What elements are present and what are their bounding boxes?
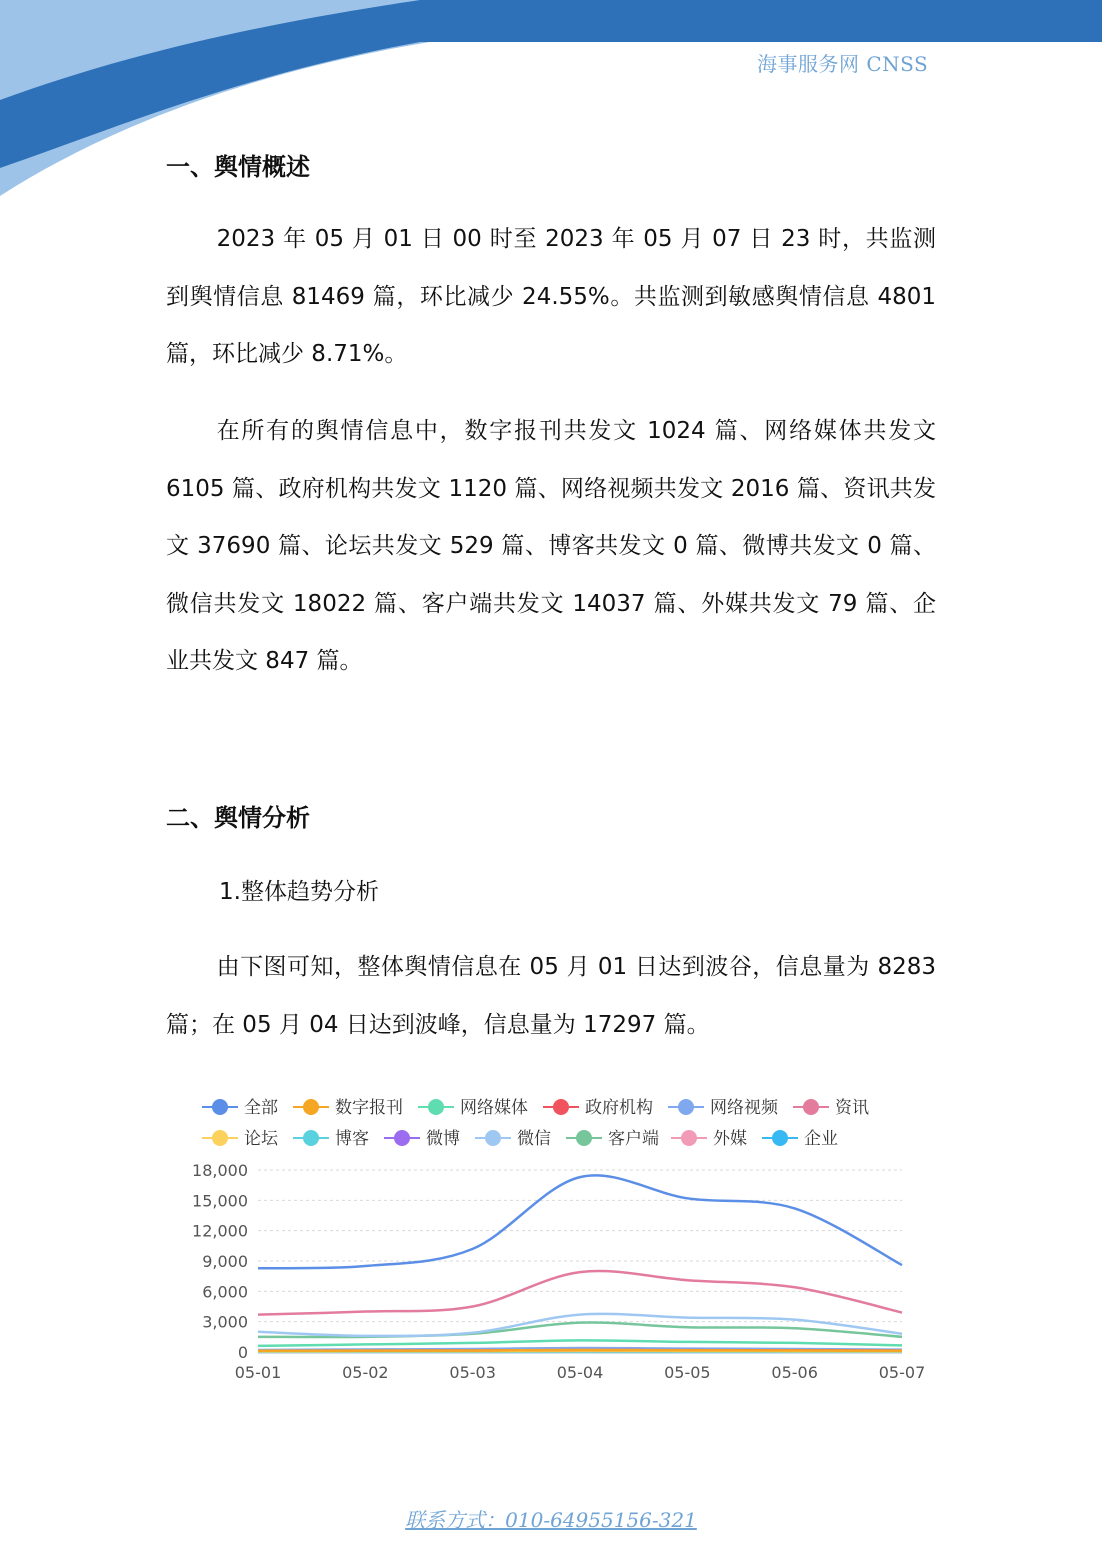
series-line-2 — [258, 1350, 902, 1351]
legend-label: 全部 — [244, 1098, 278, 1118]
series-line-10 — [258, 1314, 902, 1336]
legend-label: 企业 — [804, 1129, 838, 1149]
legend-label: 网络媒体 — [460, 1098, 528, 1118]
legend-marker — [485, 1130, 501, 1146]
legend-marker — [428, 1099, 444, 1115]
y-tick-label: 18,000 — [192, 1161, 248, 1180]
x-tick-label: 05-03 — [449, 1363, 496, 1382]
legend-label: 资讯 — [835, 1098, 869, 1118]
legend-label: 论坛 — [244, 1129, 278, 1149]
y-tick-label: 3,000 — [202, 1312, 248, 1332]
x-tick-label: 05-04 — [556, 1363, 604, 1382]
x-tick-label: 05-07 — [878, 1363, 926, 1382]
legend-marker — [803, 1099, 819, 1115]
legend-marker — [303, 1130, 319, 1146]
series-line-6 — [258, 1271, 902, 1315]
section-title-overview: 一、舆情概述 — [166, 153, 310, 181]
x-tick-label: 05-02 — [342, 1363, 389, 1382]
legend-label: 数字报刊 — [335, 1098, 403, 1118]
series-line-1 — [258, 1175, 902, 1268]
legend-marker — [576, 1130, 592, 1146]
legend-label: 博客 — [335, 1129, 369, 1149]
y-tick-label: 6,000 — [202, 1282, 248, 1302]
y-tick-label: 15,000 — [192, 1191, 248, 1211]
subsection-title-trend: 1.整体趋势分析 — [219, 879, 379, 905]
legend-marker — [303, 1099, 319, 1115]
trend-paragraph: 由下图可知，整体舆情信息在 05 月 01 日达到波谷，信息量为 8283 篇；在 05 月 04 日达到波峰，信息量为 17297 篇。 — [166, 954, 936, 1038]
legend-marker — [681, 1130, 697, 1146]
legend-label: 客户端 — [608, 1129, 659, 1149]
legend-marker — [678, 1099, 694, 1115]
overview-paragraph-1: 2023 年 05 月 01 日 00 时至 2023 年 05 月 07 日 23 时，共监测到舆情信息 81469 篇，环比减少 24.55%。共监测到敏感舆情信息 4801 篇，环比减少 8.71%。 — [166, 226, 936, 367]
site-name: 海事服务网 CNSS — [757, 52, 929, 76]
trend-line-chart — [190, 1088, 940, 1398]
y-tick-label: 0 — [237, 1343, 248, 1362]
legend-label: 网络视频 — [710, 1098, 778, 1118]
legend-marker — [212, 1099, 228, 1115]
y-tick-label: 9,000 — [202, 1252, 248, 1271]
legend-label: 政府机构 — [585, 1098, 653, 1118]
x-tick-label: 05-01 — [234, 1363, 282, 1382]
legend-marker — [553, 1099, 569, 1115]
legend-marker — [394, 1130, 410, 1146]
legend-label: 外媒 — [713, 1129, 747, 1149]
overview-paragraph-2: 在所有的舆情信息中，数字报刊共发文 1024 篇、网络媒体共发文 6105 篇、政府机构共发文 1120 篇、网络视频共发文 2016 篇、资讯共发文 37690 篇、论坛共发文 529 篇、博客共发文 0 篇、微博共发文 0 篇、微信共发文 18022 篇、客户端共发文 14037 篇、外媒共发文 79 篇、企业共发文 847 篇。 — [166, 418, 936, 674]
series-line-3 — [258, 1340, 902, 1346]
x-tick-label: 05-06 — [771, 1363, 818, 1382]
legend-marker — [212, 1130, 228, 1146]
footer-contact: 联系方式：010-64955156-321 — [405, 1508, 697, 1532]
section-title-analysis: 二、舆情分析 — [166, 804, 310, 832]
x-tick-label: 05-05 — [664, 1363, 711, 1382]
legend-marker — [772, 1130, 788, 1146]
y-tick-label: 12,000 — [192, 1221, 248, 1241]
legend-label: 微博 — [426, 1129, 460, 1149]
legend-label: 微信 — [517, 1129, 551, 1149]
